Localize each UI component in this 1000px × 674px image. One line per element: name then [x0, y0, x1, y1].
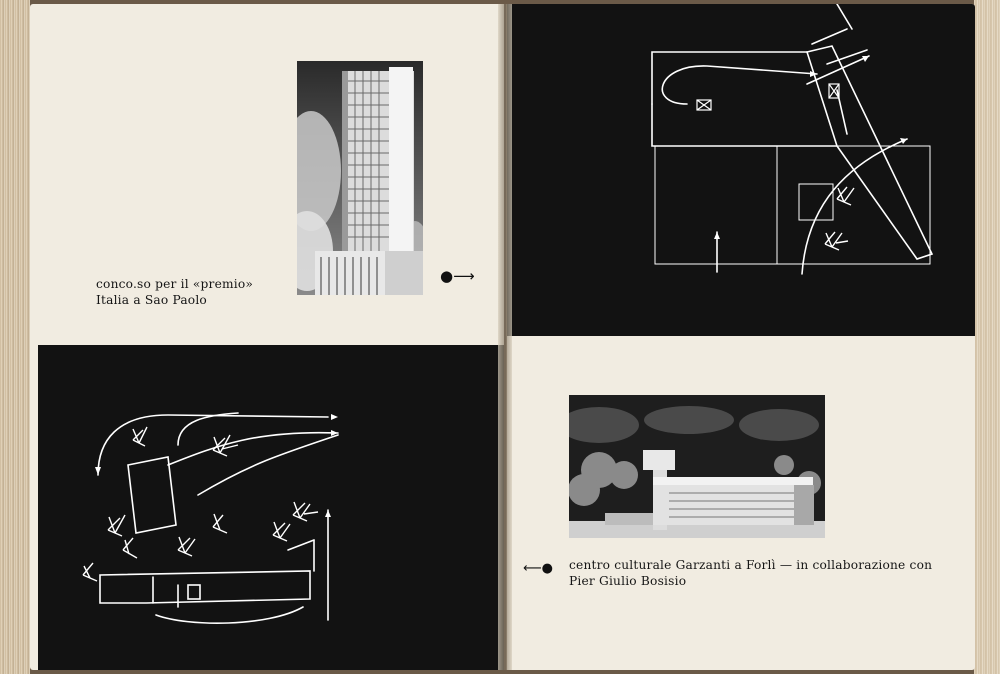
site-plan-drawing-left	[38, 345, 504, 670]
cultural-center-photo	[569, 395, 825, 538]
caption-line-2: Italia a Sao Paolo	[96, 293, 207, 307]
book-gutter	[498, 4, 512, 670]
tower-photo	[297, 61, 423, 295]
caption-line-2: Pier Giulio Bosisio	[569, 574, 687, 588]
book-page-edges-left	[0, 0, 30, 674]
pointer-arrow-right-icon: ●⟶	[440, 267, 475, 285]
left-page	[30, 4, 504, 670]
site-plan-panel-right	[507, 4, 975, 336]
caption-garzanti	[569, 557, 932, 589]
site-plan-drawing-right	[507, 4, 975, 336]
pointer-arrow-left-icon: ⟵●	[523, 561, 553, 576]
caption-line-1: conco.so per il «premio»	[96, 277, 254, 291]
caption-sao-paolo	[96, 276, 253, 308]
caption-line-1: centro culturale Garzanti a Forlì — in collaborazione con	[569, 558, 933, 572]
right-page	[507, 4, 975, 670]
book-page-edges-right	[974, 0, 1000, 674]
site-plan-panel-left	[38, 345, 504, 670]
